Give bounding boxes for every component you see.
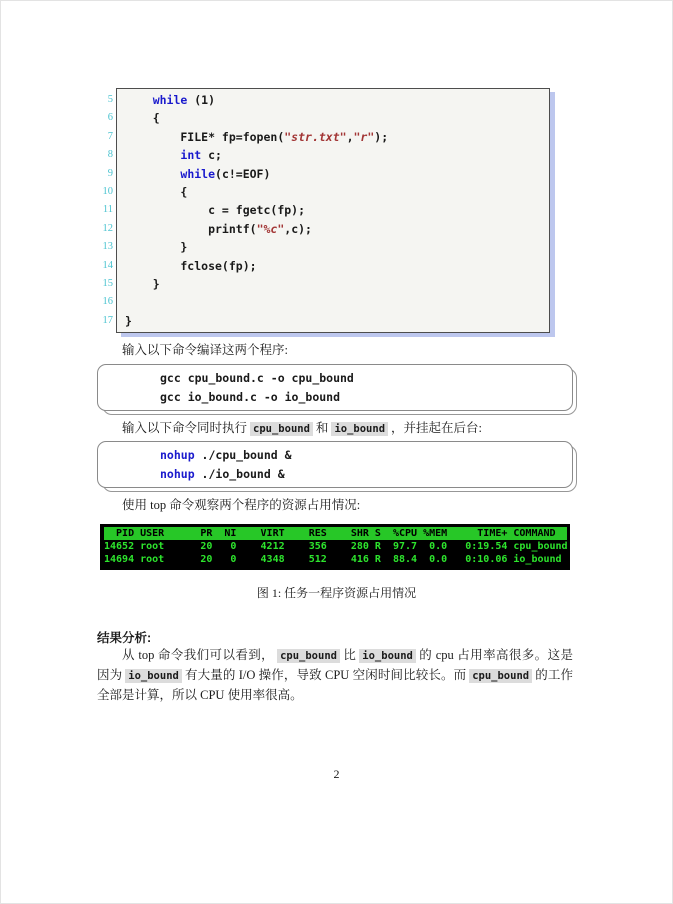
text-segment: c; — [201, 148, 222, 163]
text-segment: ./io_bound & — [194, 466, 285, 481]
text-segment: , — [346, 129, 354, 144]
text-segment: nohup — [160, 466, 195, 481]
text-segment: FILE* fp=fopen( — [125, 129, 285, 144]
run-commands-box — [97, 441, 573, 488]
text-segment: { — [125, 111, 160, 126]
text-segment: printf( — [125, 221, 257, 236]
top-process-row: 14652 root 20 0 4212 356 280 R 97.7 0.0 0:19.54 cpu_bound — [104, 541, 568, 552]
code-line-number: 7 — [107, 130, 113, 142]
page-number: 2 — [333, 767, 340, 781]
text-segment: 有大量的 I/O 操作，导致 CPU 空闲时间比较长。而 — [184, 667, 467, 682]
text-segment: 的工作全部是计算，所以 CPU 使用率很高。 — [97, 667, 573, 702]
text-segment: int — [180, 148, 202, 163]
code-line-number: 5 — [107, 94, 113, 105]
text-segment: while — [180, 166, 216, 181]
analysis-heading: 结果分析: — [97, 631, 152, 645]
text-segment: { — [125, 184, 188, 199]
text-segment: ); — [374, 129, 389, 144]
text-segment: 从 top 命令我们可以看到， — [122, 648, 275, 662]
compile-commands-box — [97, 364, 573, 411]
code-line — [125, 109, 549, 127]
code-line-number: 11 — [102, 204, 113, 216]
code-line-number: 16 — [102, 296, 113, 308]
inline-code: cpu_bound — [250, 422, 313, 436]
code-listing — [96, 88, 550, 333]
figure-caption: 图 1: 任务一程序资源占用情况 — [256, 586, 417, 600]
top-header-row: PID USER PR NI VIRT RES SHR S %CPU %MEM TIME+ COMMAND — [104, 527, 567, 540]
text-segment: c = fgetc(fp); — [125, 203, 306, 218]
code-line — [125, 293, 549, 311]
text-segment: ,c); — [284, 221, 312, 236]
run-intro-text — [97, 419, 573, 439]
compile-intro-text — [97, 341, 573, 360]
top-output-screenshot — [100, 524, 570, 570]
code-line — [125, 220, 549, 238]
text-segment: } — [125, 240, 188, 255]
code-line-number: 6 — [107, 112, 113, 124]
code-listing-box — [116, 88, 550, 333]
command-line — [160, 388, 572, 407]
top-process-row: 14694 root 20 0 4348 512 416 R 88.4 0.0 0:10.06 io_bound — [104, 554, 562, 565]
text-segment: (c!=EOF) — [215, 166, 271, 181]
text-segment: } — [125, 313, 132, 328]
text-segment: (1) — [187, 93, 216, 107]
text-segment — [125, 93, 153, 107]
text-segment: } — [125, 276, 160, 291]
text-segment: ./cpu_bound & — [194, 448, 292, 462]
inline-code: cpu_bound — [277, 649, 340, 663]
text-segment: fclose(fp); — [125, 258, 257, 273]
command-line — [160, 369, 572, 388]
code-line-number: 17 — [102, 314, 113, 326]
text-segment: while — [152, 93, 188, 107]
code-line-number: 12 — [102, 222, 113, 234]
code-line — [125, 146, 549, 164]
code-line — [125, 201, 549, 219]
text-segment: 输入以下命令编译这两个程序: — [122, 343, 288, 357]
command-line — [160, 446, 572, 465]
text-segment: nohup — [160, 448, 195, 462]
code-line-number: 13 — [102, 241, 113, 253]
code-line — [125, 183, 549, 201]
code-line-number: 9 — [107, 167, 113, 179]
code-line-number: 14 — [102, 259, 113, 271]
code-line — [125, 128, 549, 146]
code-line-number: 8 — [107, 149, 113, 161]
text-segment: 和 — [315, 421, 329, 435]
code-line — [125, 165, 549, 183]
inline-code: io_bound — [359, 649, 416, 663]
text-segment: "str.txt" — [284, 129, 347, 144]
text-segment: 输入以下命令同时执行 — [122, 421, 248, 435]
top-process-rows — [104, 540, 567, 566]
text-segment — [125, 148, 180, 162]
code-listing-gutter — [96, 88, 116, 333]
analysis-paragraph — [97, 646, 573, 704]
text-segment: 比 — [342, 648, 357, 662]
code-line — [125, 312, 549, 330]
code-line-number: 10 — [102, 185, 113, 197]
command-line — [160, 465, 572, 484]
text-segment: 使用 top 命令观察两个程序的资源占用情况: — [122, 498, 361, 512]
text-segment — [125, 167, 180, 181]
inline-code: io_bound — [331, 422, 388, 436]
inline-code: cpu_bound — [469, 669, 532, 683]
top-intro-text — [97, 496, 573, 515]
text-segment: gcc io_bound.c -o io_bound — [160, 389, 341, 404]
code-line — [125, 91, 549, 109]
inline-code: io_bound — [125, 669, 182, 683]
code-line — [125, 257, 549, 275]
text-segment: gcc cpu_bound.c -o cpu_bound — [160, 371, 354, 385]
text-segment: 的 cpu 占用率高很多。这是因为 — [97, 648, 573, 682]
code-line-number: 15 — [102, 277, 113, 289]
text-segment: "%c" — [256, 221, 285, 236]
code-line — [125, 238, 549, 256]
text-segment: "r" — [353, 129, 375, 144]
code-line — [125, 275, 549, 293]
text-segment: ，并挂起在后台: — [391, 421, 482, 435]
